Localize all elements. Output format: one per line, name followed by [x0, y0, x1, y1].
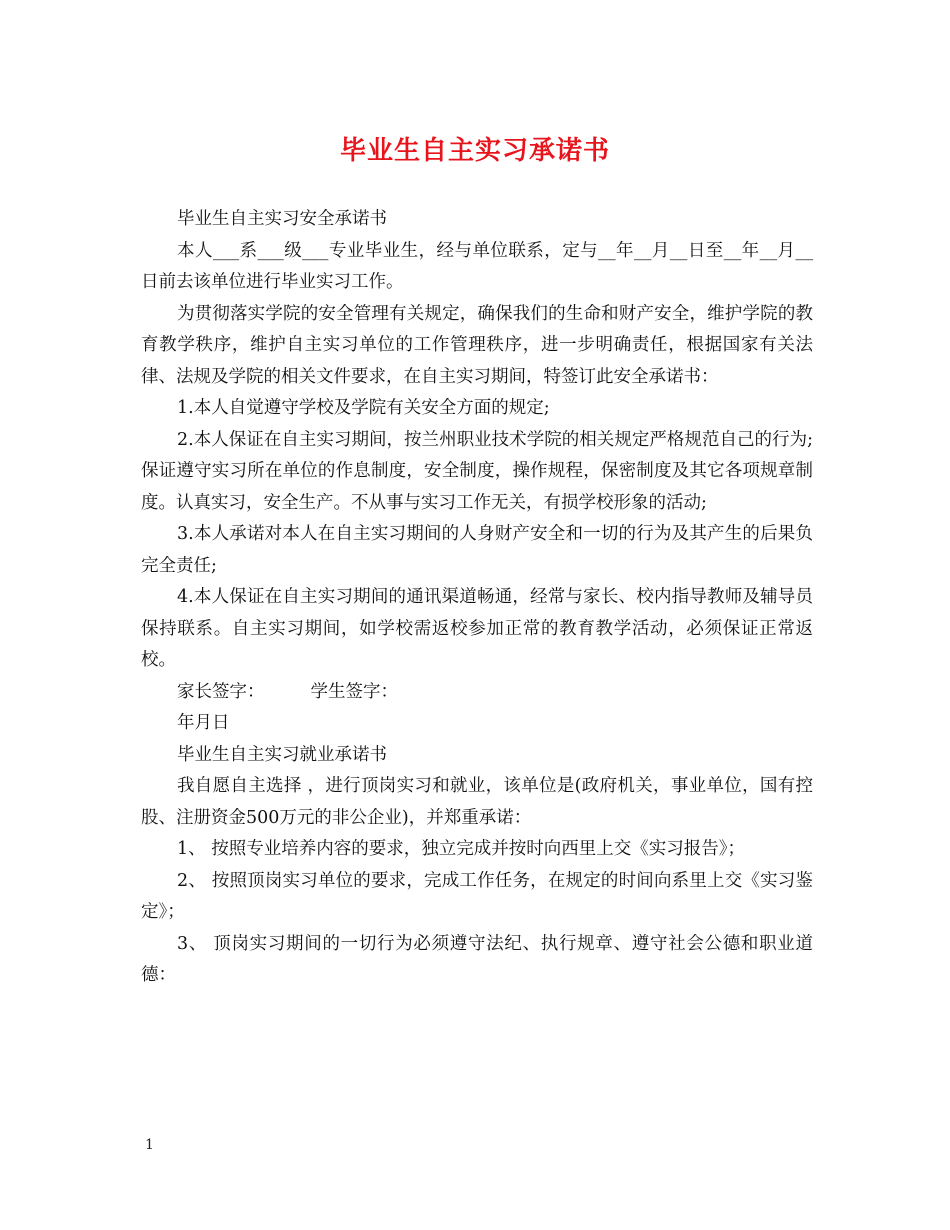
section-heading-safety: 毕业生自主实习安全承诺书	[177, 209, 387, 229]
pledge-2: 2、 按照顶岗实习单位的要求，完成工作任务，在规定的时间向系里上交《实习鉴定》；	[141, 870, 813, 922]
clause-4: 4.本人保证在自主实习期间的通讯渠道畅通，经常与家长、校内指导教师及辅导员保持联系。自主实习期间，如学校需返校参加正常的教育教学活动，必须保证正常返校。	[141, 587, 813, 670]
signature-line	[141, 677, 813, 709]
paragraph-intro: 本人___系___级___专业毕业生，经与单位联系，定与__年__月__日至__年__月__日前去该单位进行毕业实习工作。	[141, 240, 813, 292]
clause-3: 3.本人承诺对本人在自主实习期间的人身财产安全和一切的行为及其产生的后果负完全责任;	[141, 524, 813, 576]
clause-1: 1.本人自觉遵守学校及学院有关安全方面的规定;	[177, 398, 550, 418]
paragraph-purpose: 为贯彻落实学院的安全管理有关规定，确保我们的生命和财产安全，维护学院的教育教学秩序，维护自主实习单位的工作管理秩序，进一步明确责任，根据国家有关法律、法规及学院的相关文件要求，在自主实习期间，特签订此安全承诺书：	[141, 303, 813, 387]
section-heading-employment: 毕业生自主实习就业承诺书	[177, 744, 387, 765]
pledge-1: 1、 按照专业培养内容的要求，独立完成并按时向西里上交《实习报告》；	[177, 839, 745, 859]
paragraph-employment-intro: 我自愿自主选择 ，进行顶岗实习和就业，该单位是(政府机关，事业单位，国有控股、注册资金500万元的非公企业)，并郑重承诺：	[141, 776, 813, 828]
date-line: 年月日	[177, 713, 230, 733]
document-title: 毕业生自主实习承诺书	[339, 136, 610, 166]
page-number: 1	[145, 1137, 154, 1153]
parent-signature-label: 家长签字：	[177, 681, 265, 702]
student-signature-label: 学生签字：	[310, 681, 398, 702]
pledge-3: 3、 顶岗实习期间的一切行为必须遵守法纪、执行规章、遵守社会公德和职业道德：	[141, 933, 813, 985]
clause-2: 2.本人保证在自主实习期间，按兰州职业技术学院的相关规定严格规范自己的行为;保证遵守实习所在单位的作息制度，安全制度，操作规程，保密制度及其它各项规章制度。认真实习，安全生产。不从事与实习工作无关，有损学校形象的活动;	[141, 429, 813, 513]
document-body	[141, 204, 813, 992]
